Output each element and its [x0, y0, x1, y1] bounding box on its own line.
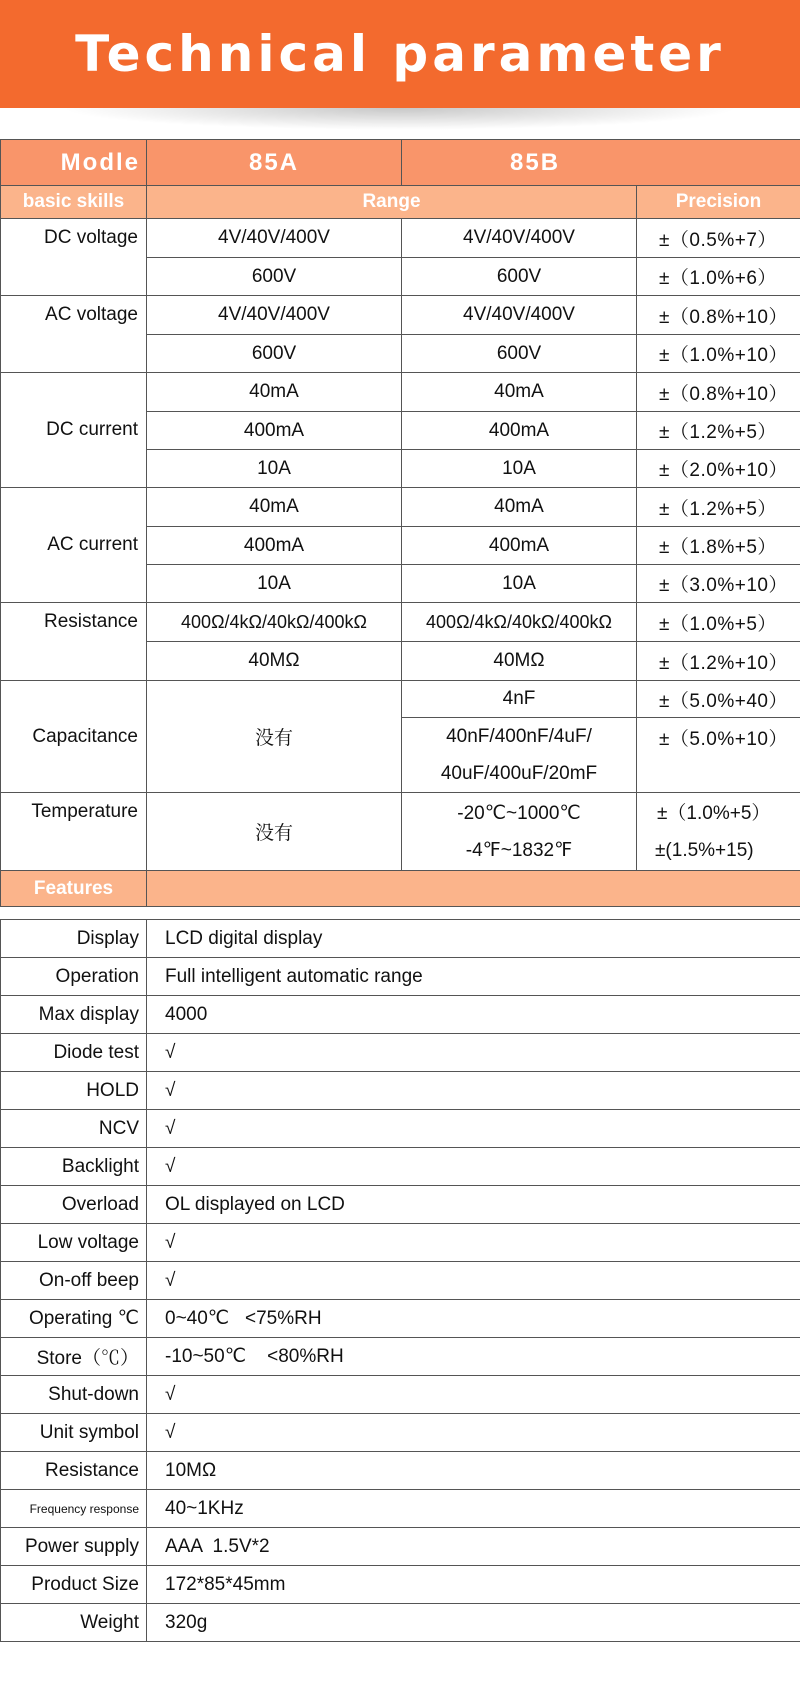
feature-row: [1, 1490, 800, 1528]
ac-voltage-precision-2: ±（1.0%+10）: [637, 335, 800, 373]
feature-label: Store（℃）: [1, 1338, 147, 1376]
resistance-precision-2: ±（1.2%+10）: [637, 642, 800, 681]
feature-row: [1, 1604, 800, 1642]
feature-row: [1, 1376, 800, 1414]
feature-value: AAA 1.5V*2: [147, 1528, 800, 1566]
ac-voltage-85b-1: 4V/40V/400V: [402, 296, 637, 335]
feature-row: [1, 920, 800, 958]
resistance-85b-2: 40MΩ: [402, 642, 637, 681]
feature-label: On-off beep: [1, 1262, 147, 1300]
capacitance-label: Capacitance: [1, 681, 147, 793]
feature-label: Overload: [1, 1186, 147, 1224]
feature-label: Operating ℃: [1, 1300, 147, 1338]
feature-row: [1, 1566, 800, 1604]
feature-value: 0~40℃ <75%RH: [147, 1300, 800, 1338]
ac-current-85a-2: 400mA: [147, 527, 402, 565]
ac-voltage-85b-2: 600V: [402, 335, 637, 373]
feature-label: Unit symbol: [1, 1414, 147, 1452]
model-header-row: [1, 140, 800, 186]
spec-table: [0, 139, 800, 907]
feature-row: [1, 1148, 800, 1186]
capacitance-85b-2-line1: 40nF/400nF/4uF/: [446, 726, 592, 747]
feature-label: NCV: [1, 1110, 147, 1148]
dc-current-85a-2: 400mA: [147, 412, 402, 450]
feature-value: 4000: [147, 996, 800, 1034]
ac-current-85a-3: 10A: [147, 565, 402, 603]
feature-label: Shut-down: [1, 1376, 147, 1414]
features-header-row: [1, 871, 800, 907]
capacitance-85b-2-line2: 40uF/400uF/20mF: [440, 763, 598, 784]
ac-current-precision-3: ±（3.0%+10）: [637, 565, 800, 603]
feature-label: Display: [1, 920, 147, 958]
model-85a: 85A: [147, 140, 402, 186]
feature-value: 10MΩ: [147, 1452, 800, 1490]
temperature-row: [1, 793, 800, 871]
temperature-85b: [402, 793, 637, 871]
features-table: [0, 919, 800, 1642]
ac-current-precision-2: ±（1.8%+5）: [637, 527, 800, 565]
dc-current-label: DC current: [1, 373, 147, 488]
feature-label: Low voltage: [1, 1224, 147, 1262]
ac-voltage-85a-2: 600V: [147, 335, 402, 373]
feature-row: [1, 1528, 800, 1566]
resistance-label: Resistance: [1, 603, 147, 681]
dc-current-85b-2: 400mA: [402, 412, 637, 450]
feature-row: [1, 1300, 800, 1338]
temperature-precision: [637, 793, 800, 871]
feature-value: -10~50℃ <80%RH: [147, 1338, 800, 1376]
feature-value: √: [147, 1224, 800, 1262]
capacitance-row-1: [1, 681, 800, 718]
feature-row: [1, 958, 800, 996]
feature-value: 40~1KHz: [147, 1490, 800, 1528]
dc-current-85a-3: 10A: [147, 450, 402, 488]
dc-current-85b-1: 40mA: [402, 373, 637, 412]
feature-value: √: [147, 1414, 800, 1452]
range-label: Range: [147, 186, 637, 219]
feature-label: Frequency response: [1, 1490, 147, 1528]
ac-voltage-row-1: [1, 296, 800, 335]
feature-label: HOLD: [1, 1072, 147, 1110]
feature-value: √: [147, 1034, 800, 1072]
feature-value: √: [147, 1262, 800, 1300]
ac-current-row-1: [1, 488, 800, 527]
ac-voltage-precision-1: ±（0.8%+10）: [637, 296, 800, 335]
resistance-85b-1: 400Ω/4kΩ/40kΩ/400kΩ: [402, 603, 637, 642]
feature-label: Resistance: [1, 1452, 147, 1490]
ac-current-precision-1: ±（1.2%+5）: [637, 488, 800, 527]
temperature-85b-line1: -20℃~1000℃: [457, 802, 581, 824]
subheader-row: [1, 186, 800, 219]
dc-voltage-precision-2: ±（1.0%+6）: [637, 258, 800, 296]
resistance-85a-2: 40MΩ: [147, 642, 402, 681]
ac-current-label: AC current: [1, 488, 147, 603]
temperature-precision-line1: ±（1.0%+5）: [657, 802, 771, 824]
temperature-85a: 没有: [147, 793, 402, 871]
ac-current-85b-2: 400mA: [402, 527, 637, 565]
temperature-85b-line2: -4℉~1832℉: [465, 839, 573, 861]
dc-current-precision-1: ±（0.8%+10）: [637, 373, 800, 412]
feature-value: √: [147, 1148, 800, 1186]
precision-label: Precision: [637, 186, 800, 219]
dc-current-85a-1: 40mA: [147, 373, 402, 412]
resistance-85a-1: 400Ω/4kΩ/40kΩ/400kΩ: [147, 603, 402, 642]
feature-row: [1, 1072, 800, 1110]
page-title: Technical parameter: [75, 25, 725, 83]
ac-voltage-label: AC voltage: [1, 296, 147, 373]
model-label: Modle: [1, 140, 147, 186]
feature-value: 172*85*45mm: [147, 1566, 800, 1604]
feature-label: Weight: [1, 1604, 147, 1642]
resistance-precision-1: ±（1.0%+5）: [637, 603, 800, 642]
dc-current-85b-3: 10A: [402, 450, 637, 488]
ac-voltage-85a-1: 4V/40V/400V: [147, 296, 402, 335]
feature-row: [1, 1338, 800, 1376]
feature-value: OL displayed on LCD: [147, 1186, 800, 1224]
feature-label: Product Size: [1, 1566, 147, 1604]
dc-voltage-85b-1: 4V/40V/400V: [402, 219, 637, 258]
dc-voltage-label: DC voltage: [1, 219, 147, 296]
feature-row: [1, 1414, 800, 1452]
dc-voltage-row-1: [1, 219, 800, 258]
feature-label: Power supply: [1, 1528, 147, 1566]
dc-voltage-85a-2: 600V: [147, 258, 402, 296]
capacitance-85a: 没有: [147, 681, 402, 793]
basic-skills-label: basic skills: [1, 186, 147, 219]
features-header-fill: [147, 871, 800, 907]
capacitance-precision-1: ±（5.0%+40）: [637, 681, 800, 718]
resistance-row-1: [1, 603, 800, 642]
capacitance-precision-2: ±（5.0%+10）: [637, 718, 800, 793]
feature-row: [1, 1186, 800, 1224]
dc-voltage-85b-2: 600V: [402, 258, 637, 296]
feature-value: Full intelligent automatic range: [147, 958, 800, 996]
dc-voltage-precision-1: ±（0.5%+7）: [637, 219, 800, 258]
ac-current-85b-1: 40mA: [402, 488, 637, 527]
model-85b: 85B: [402, 140, 800, 186]
feature-row: [1, 1224, 800, 1262]
feature-row: [1, 1452, 800, 1490]
dc-current-precision-3: ±（2.0%+10）: [637, 450, 800, 488]
feature-value: √: [147, 1376, 800, 1414]
feature-label: Operation: [1, 958, 147, 996]
temperature-label: Temperature: [1, 793, 147, 871]
feature-label: Max display: [1, 996, 147, 1034]
ac-current-85b-3: 10A: [402, 565, 637, 603]
feature-value: √: [147, 1072, 800, 1110]
banner-shadow: [60, 108, 740, 130]
feature-label: Backlight: [1, 1148, 147, 1186]
capacitance-85b-2: [402, 718, 637, 793]
feature-value: √: [147, 1110, 800, 1148]
features-title: Features: [1, 871, 147, 907]
feature-label: Diode test: [1, 1034, 147, 1072]
temperature-precision-line2: ±(1.5%+15): [655, 839, 754, 861]
feature-row: [1, 1262, 800, 1300]
capacitance-85b-1: 4nF: [402, 681, 637, 718]
ac-current-85a-1: 40mA: [147, 488, 402, 527]
dc-current-row-1: [1, 373, 800, 412]
title-banner: [0, 0, 800, 108]
dc-voltage-85a-1: 4V/40V/400V: [147, 219, 402, 258]
feature-row: [1, 1110, 800, 1148]
feature-row: [1, 996, 800, 1034]
feature-value: LCD digital display: [147, 920, 800, 958]
feature-row: [1, 1034, 800, 1072]
dc-current-precision-2: ±（1.2%+5）: [637, 412, 800, 450]
feature-value: 320g: [147, 1604, 800, 1642]
